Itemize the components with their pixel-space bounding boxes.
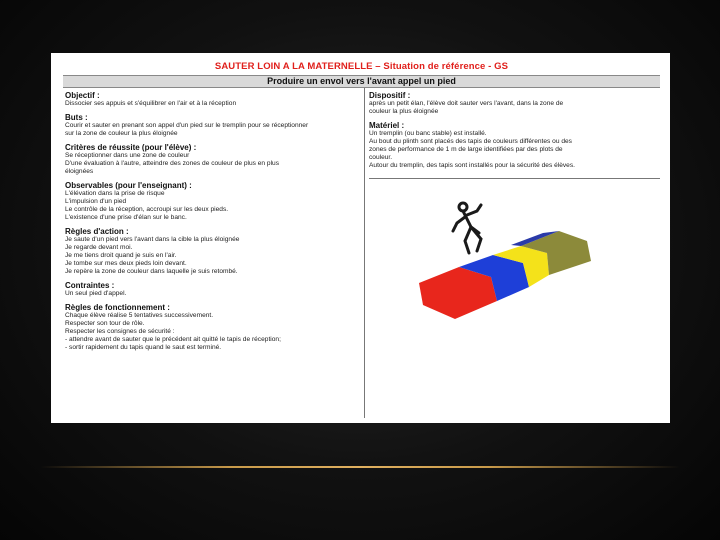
section-line: Un tremplin (ou banc stable) est installé.	[369, 130, 487, 137]
content-grid	[63, 88, 660, 418]
left-column	[63, 88, 365, 418]
document-sheet	[51, 53, 670, 423]
section-heading: Règles d'action :	[65, 227, 129, 236]
section-line: après un petit élan, l'élève doit sauter vers l'avant, dans la zone de	[369, 100, 564, 107]
section-line: zones de performance de 1 m de large identifiées par des plots de	[369, 146, 563, 153]
section-line: Je me tiens droit quand je suis en l'air.	[65, 252, 177, 259]
section-line: L'impulsion d'un pied	[65, 198, 127, 205]
section-heading: Règles de fonctionnement :	[65, 303, 170, 312]
section-line: Le contrôle de la réception, accroupi sur les deux pieds.	[65, 206, 229, 213]
section-line: Autour du tremplin, des tapis sont installés pour la sécurité des élèves.	[369, 162, 575, 169]
left-section	[65, 91, 360, 108]
section-heading: Critères de réussite (pour l'élève) :	[65, 143, 197, 152]
section-line: L'existence d'une prise d'élan sur le banc.	[65, 214, 187, 221]
section-line: Je repère la zone de couleur dans laquelle je suis retombé.	[65, 268, 238, 275]
section-line: éloignées	[65, 168, 94, 175]
section-line: Dissocier ses appuis et s'équilibrer en l'air et à la réception	[65, 100, 237, 107]
section-heading: Dispositif :	[369, 91, 411, 100]
section-line: Respecter son tour de rôle.	[65, 320, 145, 327]
left-section	[65, 143, 360, 176]
document-title: SAUTER LOIN A LA MATERNELLE – Situation de référence - GS	[214, 61, 509, 72]
section-heading: Contraintes :	[65, 281, 115, 290]
section-line: - sortir rapidement du tapis quand le saut est terminé.	[65, 344, 222, 351]
decorative-divider-line	[40, 466, 680, 468]
jumper-figure	[453, 203, 481, 253]
section-line: Au bout du plinth sont placés des tapis de couleurs différentes ou des	[369, 138, 572, 145]
setup-box	[369, 91, 660, 179]
section-line: Chaque élève réalise 5 tentatives successivement.	[65, 312, 214, 319]
section-line: sur la zone de couleur la plus éloignée	[65, 130, 178, 137]
section-line: Respecter les consignes de sécurité :	[65, 328, 175, 335]
section-heading: Matériel :	[369, 121, 405, 130]
right-section	[369, 121, 660, 170]
section-heading: Observables (pour l'enseignant) :	[65, 181, 192, 190]
section-line: - attendre avant de sauter que le précédent ait quitté le tapis de réception;	[65, 336, 281, 343]
section-line: Je regarde devant moi.	[65, 244, 133, 251]
right-column	[365, 88, 660, 418]
left-section	[65, 281, 360, 298]
section-line: Se réceptionner dans une zone de couleur	[65, 152, 190, 159]
section-line: couleur.	[369, 154, 393, 161]
left-section	[65, 181, 360, 222]
section-line: couleur la plus éloignée	[369, 108, 439, 115]
left-section	[65, 303, 360, 352]
section-line: Je saute d'un pied vers l'avant dans la cible la plus éloignée	[65, 236, 240, 243]
section-line: D'une évaluation à l'autre, atteindre des zones de couleur de plus en plus	[65, 160, 280, 167]
section-heading: Buts :	[65, 113, 88, 122]
left-section	[65, 113, 360, 138]
section-heading: Objectif :	[65, 91, 100, 100]
section-line: L'élévation dans la prise de risque	[65, 190, 165, 197]
right-section	[369, 91, 660, 116]
left-section	[65, 227, 360, 276]
section-line: Je tombe sur mes deux pieds loin devant.	[65, 260, 187, 267]
section-line: Courir et sauter en prenant son appel d'un pied sur le tremplin pour se réceptionner	[65, 122, 309, 129]
document-subtitle: Produire un envol vers l'avant appel un pied	[63, 75, 660, 88]
section-line: Un seul pied d'appel.	[65, 290, 127, 297]
jump-illustration	[419, 201, 609, 331]
